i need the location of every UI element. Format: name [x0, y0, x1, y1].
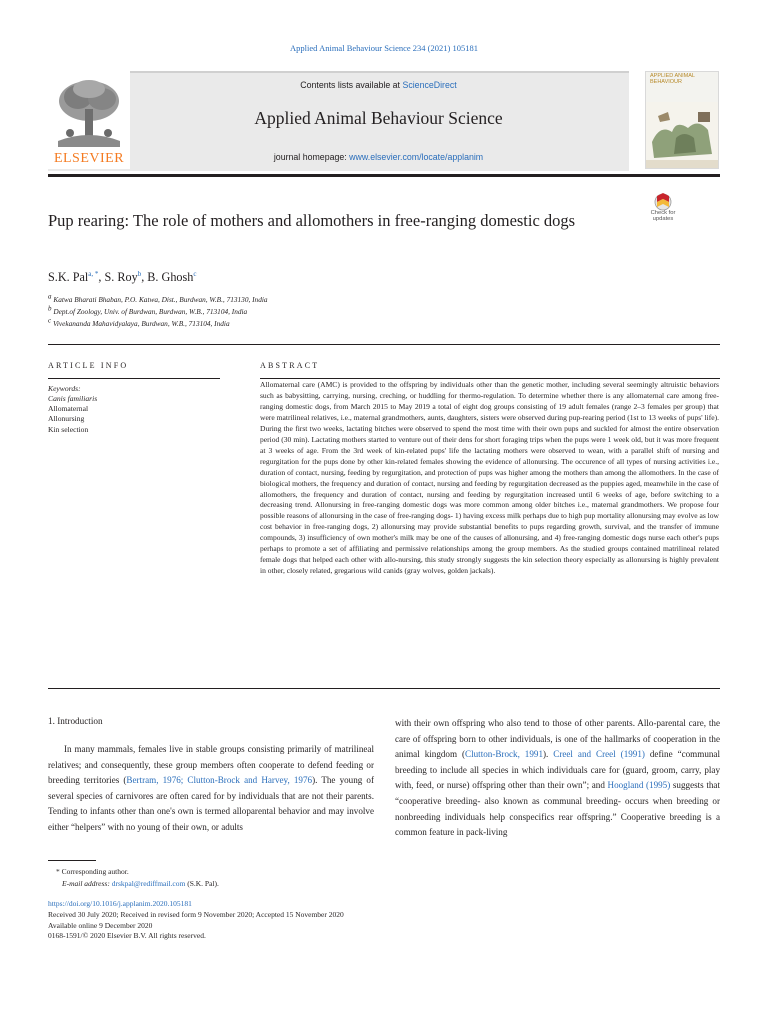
affiliation-text: Katwa Bharati Bhaban, P.O. Katwa, Dist., Burdwan, W.B., 713130, India	[53, 295, 268, 304]
article-title: Pup rearing: The role of mothers and allomothers in free-ranging domestic dogs	[48, 211, 576, 230]
header-divider	[48, 344, 720, 345]
sciencedirect-link[interactable]: ScienceDirect	[402, 80, 457, 90]
keyword: Allomaternal	[48, 404, 89, 414]
contents-line	[130, 80, 627, 90]
cover-illustration-icon	[646, 72, 719, 169]
affiliation-label: b	[48, 304, 52, 313]
intro-text: ). The young of several species of carnivores are often cared for by individuals that are not their parents. Tending to infants other than one's own is termed alloparental behavior and may involve either “helpers” with no young of their own, or adults	[48, 775, 375, 832]
intro-text: ).	[543, 749, 554, 760]
citation-link[interactable]: Clutton-Brock, 1991	[465, 749, 543, 760]
doi-link[interactable]: https://doi.org/10.1016/j.applanim.2020.105181	[48, 899, 192, 908]
journal-title: Applied Animal Behaviour Science	[254, 108, 503, 128]
affiliation	[48, 316, 230, 328]
copyright-line: 0168-1591/© 2020 Elsevier B.V. All rights reserved.	[48, 931, 206, 941]
publisher-name: ELSEVIER	[53, 151, 125, 166]
intro-text: define “communal breeding to include all species in which individuals care for (guard, groom, carry, play with, feed, or nurse) offspring other than their own”; and	[395, 749, 720, 791]
publication-info	[48, 899, 344, 942]
email-footnote	[62, 878, 219, 889]
citation-link[interactable]: Bertram, 1976; Clutton-Brock and Harvey, 1976	[126, 775, 313, 786]
intro-right-column	[395, 716, 720, 841]
section-heading-introduction: 1. Introduction	[48, 716, 103, 726]
footnote-rule	[48, 860, 96, 861]
article-info-heading: ARTICLE INFO	[48, 361, 129, 370]
intro-text: suggests that “cooperative breeding- also known as communal breeding- occurs when breeding or nonbreeding individuals help conspecifics rear offspring.” Cooperative breeding is a common feature in pack-living	[395, 780, 720, 838]
intro-text: with their own offspring who also tend to those of other parents. Allo-parental care, the care of offspring born to other individuals, is one of the hallmarks of cooperation in the animal kingdom (	[395, 718, 720, 760]
homepage-prefix: journal homepage:	[273, 152, 350, 162]
keyword: Allonursing	[48, 414, 85, 424]
available-online: Available online 9 December 2020	[48, 920, 153, 930]
email-suffix: (S.K. Pal).	[185, 879, 219, 888]
author-affiliation-marker[interactable]: b	[137, 269, 142, 278]
abstract-text: Allomaternal care (AMC) is provided to the offspring by individuals other than the genetic mother, including several seemingly altruistic behaviors such as babysitting, carrying, nursing, creching, or huddling for thermo-regulation. To determine whether there is any allomaternal care among free-ranging domestic dogs, from March 2015 to May 2019 a total of eight dog groups consisting of 19 adult females (range 2–3 females per group) that were matrilineal relatives, i.e., maternal grandmothers, aunts, daughters, sisters were observed during pup-rearing period (1st to 13 weeks of pups' life). During the first two weeks, lactating bitches were observed to spend the most time with their own pups and suckled for almost the entire observation period (30 min). Lactating mothers started to venture out of their dens for short foraging trips when the pups were 1 week old, but it was more frequent at 3 weeks of age. From the 3rd week of kin-related pups' life the lactating mothers were observed to wean, with a parallel shift of nursing and regurgitation for the pups done by other kin-related females showing the evidence of allonursing. The occurence of all types of nursing activities i.e., duration of contact, nursing, feeding by regurgitation, and protection of pups was higher among the mothers than among the allomothers. In the case of biological mothers, the frequency and duration of contact, nursing and feeding by regurgitation decreased as the puppies aged, meanwhile in the case of allomothers, the frequency and duration of contact, nursing and feeding by regurgitation increased until 6 weeks of age, before switching to a decreasing trend. Allonursing in free-ranging domestic dogs was more common among older bitches i.e., maternal grandmothers. We propose four possible reasons of allonursing in the case of free-ranging dogs- 1) having excess milk perhaps due to high pup mortality allonursing may evolve as low cost behavior in free-ranging dogs, 2) allonursing may provide substantial benefits to pups regarding growth, survival, and the transfer of immune compounds, 3) insufficiency of own mother's milk may be one of the causes of allonursing, and 4) free-ranging domestic dogs nurse each other's pups perhaps to promote a set of affiliating and permissive relationships among the group members. As the studied groups contained matrilineal related female dogs that helped each other with allo-nursing, this study strongly suggests the kin selection theory especially as allonursing is highly prevalent in other, closely related, gregarious wild canids (gray wolves, golden jackals).	[260, 380, 719, 576]
intro-text: In many mammals, females live in stable groups consisting primarily of matrilineal relatives; and consequently, these group members often cooperate to defend feeding or breeding territories (	[48, 744, 374, 786]
citation-link[interactable]: Hoogland (1995)	[607, 780, 671, 791]
received-dates: Received 30 July 2020; Received in revised form 9 November 2020; Accepted 15 November 2020	[48, 909, 344, 919]
affiliation	[48, 304, 248, 316]
affiliation-text: Vivekananda Mahavidyalaya, Burdwan, W.B., 713104, India	[52, 319, 230, 328]
check-updates-label: Check for updates	[650, 210, 676, 222]
abstract-heading: ABSTRACT	[260, 361, 320, 370]
elsevier-tree-icon	[48, 71, 130, 151]
email-label: E-mail address:	[62, 879, 112, 888]
abstract-bottom-rule	[48, 688, 720, 689]
keywords-label: Keywords:	[48, 384, 81, 393]
abstract-top-rule	[260, 378, 720, 379]
affiliation-text: Dept.of Zoology, Univ. of Burdwan, Burdwan, W.B., 713104, India	[53, 307, 248, 316]
intro-left-column	[48, 742, 374, 836]
author-name[interactable]: B. Ghosh	[147, 270, 194, 284]
article-info-rule	[48, 378, 220, 379]
affiliation-label: c	[48, 316, 52, 325]
keyword: Canis familiaris	[48, 394, 98, 403]
author-name[interactable]: S. Roy	[104, 270, 138, 284]
affiliation	[48, 292, 268, 304]
keyword: Kin selection	[48, 424, 89, 434]
masthead-rule	[48, 174, 720, 177]
contents-prefix: Contents lists available at	[300, 80, 403, 90]
check-updates-icon	[645, 192, 681, 212]
author-name[interactable]: S.K. Pal	[48, 270, 89, 284]
author-list: S.K. Pal$^{a, *}$, S. Roy$^b$, B. Ghosh$^c$	[48, 269, 197, 284]
journal-cover-thumbnail[interactable]	[645, 71, 719, 169]
journal-reference-link[interactable]: Applied Animal Behaviour Science 234 (2021) 105181	[290, 43, 478, 53]
corresponding-author-note: * Corresponding author.	[56, 867, 129, 876]
author-affiliation-marker[interactable]: a, *	[88, 269, 99, 278]
citation-link[interactable]: Creel and Creel (1991)	[553, 749, 645, 760]
email-link[interactable]: drskpal@rediffmail.com	[111, 879, 186, 888]
journal-homepage-link[interactable]: www.elsevier.com/locate/applanim	[349, 152, 484, 162]
homepage-line	[130, 152, 627, 162]
author-affiliation-marker[interactable]: c	[193, 269, 197, 278]
cover-title: APPLIED ANIMAL BEHAVIOUR	[650, 73, 695, 85]
keywords-list	[48, 394, 97, 435]
affiliation-label: a	[48, 292, 52, 301]
